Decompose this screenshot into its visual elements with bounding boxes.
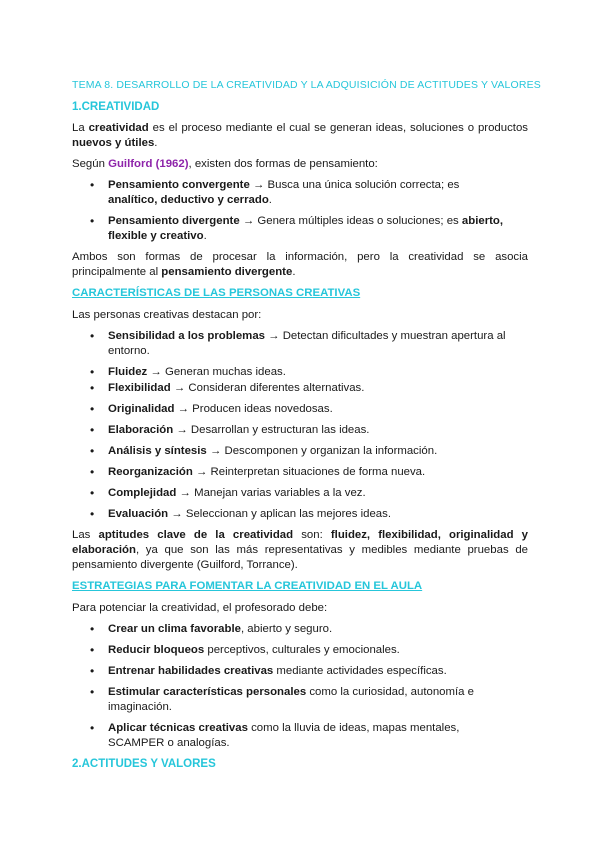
document-title: TEMA 8. DESARROLLO DE LA CREATIVIDAD Y LA ADQUISICIÓN DE ACTITUDES Y VALORES [72,79,541,91]
list-item-divergente: • Pensamiento divergente → Genera múltiples ideas o soluciones; es abierto, flexible y creativo. [108,214,528,244]
list-item-convergente: • Pensamiento convergente → Busca una única solución correcta; es analítico, deductivo y cerrado. [108,178,528,208]
list-item: • Aplicar técnicas creativas como la lluvia de ideas, mapas mentales, SCAMPER o analogías. [108,721,528,751]
guilford-reference: Guilford (1962) [108,158,189,170]
list-item: • Flexibilidad → Consideran diferentes alternativas. [108,381,528,396]
list-item: • Entrenar habilidades creativas mediante actividades específicas. [108,664,528,679]
list-item: • Crear un clima favorable, abierto y seguro. [108,622,528,637]
list-item: • Reorganización → Reinterpretan situaciones de forma nueva. [108,465,528,480]
thinking-types-list [72,178,528,244]
paragraph-aptitudes: Las aptitudes clave de la creatividad son: fluidez, flexibilidad, originalidad y elaboración, ya que son las más representativas y medibles mediante pruebas de pensamiento divergente (Guilford, Torrance). [72,529,529,571]
characteristics-list [72,329,528,522]
paragraph-guilford: Según Guilford (1962), existen dos formas de pensamiento: [72,158,378,170]
strategies-list [72,622,528,751]
list-item: • Complejidad → Manejan varias variables a la vez. [108,486,528,501]
paragraph-strategies-intro: Para potenciar la creatividad, el profesorado debe: [72,602,328,614]
heading-creatividad: 1.CREATIVIDAD [72,101,160,113]
document-body [72,78,541,778]
heading-estrategias: ESTRATEGIAS PARA FOMENTAR LA CREATIVIDAD EN EL AULA [72,580,423,592]
heading-caracteristicas: CARACTERÍSTICAS DE LAS PERSONAS CREATIVAS [72,287,361,299]
heading-actitudes: 2.ACTITUDES Y VALORES [72,758,216,770]
paragraph-characteristics-intro: Las personas creativas destacan por: [72,309,262,321]
paragraph-definition: La creatividad es el proceso mediante el cual se generan ideas, soluciones o productos nuevos y útiles. [72,122,528,149]
list-item: • Sensibilidad a los problemas → Detectan dificultades y muestran apertura al entorno. [108,329,528,359]
list-item: • Estimular características personales como la curiosidad, autonomía e imaginación. [108,685,528,715]
list-item: • Reducir bloqueos perceptivos, culturales y emocionales. [108,643,528,658]
list-item: • Fluidez → Generan muchas ideas. [108,365,528,380]
list-item: • Originalidad → Producen ideas novedosas. [108,402,528,417]
paragraph-both: Ambos son formas de procesar la información, pero la creatividad se asocia principalmente al pensamiento divergente. [72,251,528,278]
list-item: • Elaboración → Desarrollan y estructuran las ideas. [108,423,528,438]
list-item: • Análisis y síntesis → Descomponen y organizan la información. [108,444,528,459]
list-item: • Evaluación → Seleccionan y aplican las mejores ideas. [108,507,528,522]
